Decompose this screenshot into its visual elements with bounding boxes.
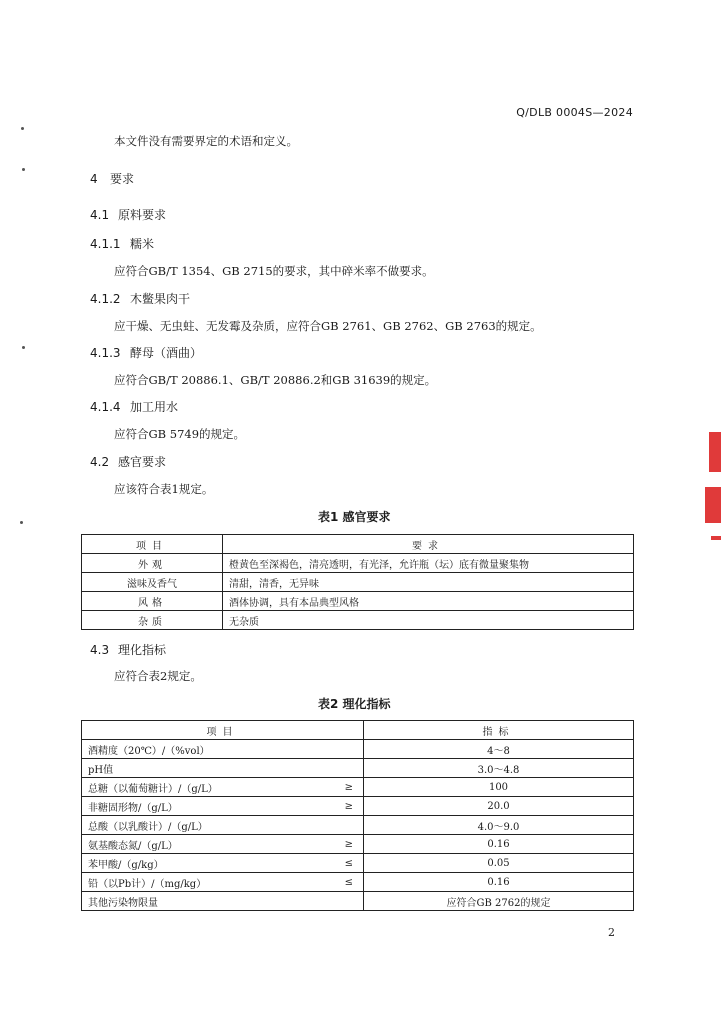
value-cell: 0.05	[364, 854, 634, 873]
table-row	[82, 592, 634, 611]
requirement-cell: 无杂质	[223, 611, 634, 630]
sensory-requirements-table	[81, 534, 634, 630]
standard-number: Q/DLB 0004S—2024	[516, 106, 633, 119]
table-row	[82, 554, 634, 573]
section-number: 4.1.4	[90, 400, 121, 414]
section-4-1-4-heading	[90, 398, 178, 415]
requirement-cell: 清甜，清香，无异味	[223, 573, 634, 592]
section-title: 感官要求	[118, 455, 167, 469]
item-cell: 苯甲酸/（g/kg）	[82, 854, 335, 873]
table2-caption: 表2 理化指标	[318, 697, 391, 711]
section-title: 理化指标	[118, 643, 167, 657]
section-number: 4.1.3	[90, 346, 121, 360]
table-row	[82, 816, 634, 835]
item-cell: 外观	[82, 554, 223, 573]
limit-symbol-cell: ≤	[335, 854, 364, 873]
value-cell: 100	[364, 778, 634, 797]
item-cell: 滋味及香气	[82, 573, 223, 592]
table-header-cell: 要求	[223, 535, 634, 554]
section-number: 4.1	[90, 208, 110, 222]
table-row	[82, 759, 634, 778]
section-title: 糯米	[130, 237, 155, 251]
table-row	[82, 740, 634, 759]
section-title: 要求	[110, 172, 135, 186]
table-row	[82, 778, 634, 797]
value-cell: 0.16	[364, 873, 634, 892]
item-cell: 非糖固形物/（g/L）	[82, 797, 335, 816]
limit-symbol-cell	[335, 759, 364, 778]
item-cell: 风格	[82, 592, 223, 611]
section-title: 木鳖果肉干	[130, 292, 191, 306]
table-row	[82, 797, 634, 816]
item-cell: 杂质	[82, 611, 223, 630]
item-cell: 其他污染物限量	[82, 892, 335, 911]
scan-speck	[22, 168, 25, 171]
requirement-cell: 橙黄色至深褐色，清亮透明，有光泽，允许瓶（坛）底有微量聚集物	[223, 554, 634, 573]
item-cell: 铅（以Pb计）/（mg/kg）	[82, 873, 335, 892]
table-row	[82, 892, 634, 911]
section-4-1-1-text: 应符合GB/T 1354、GB 2715的要求，其中碎米率不做要求。	[114, 264, 434, 278]
section-4-1-2-heading	[90, 290, 190, 307]
section-title: 原料要求	[118, 208, 167, 222]
red-seal-fragment	[709, 432, 721, 472]
table-row	[82, 573, 634, 592]
table-header-cell: 指标	[364, 721, 634, 740]
section-4-1-4-text: 应符合GB 5749的规定。	[114, 427, 246, 441]
table-row	[82, 854, 634, 873]
physicochemical-indicators-table	[81, 720, 634, 911]
value-cell: 应符合GB 2762的规定	[364, 892, 634, 911]
scan-speck	[21, 127, 24, 130]
scan-speck	[20, 521, 23, 524]
limit-symbol-cell: ≥	[335, 835, 364, 854]
item-cell: 酒精度（20℃）/（%vol）	[82, 740, 335, 759]
value-cell: 20.0	[364, 797, 634, 816]
table-row	[82, 835, 634, 854]
limit-symbol-cell	[335, 740, 364, 759]
red-seal-fragment	[711, 536, 721, 540]
section-4-1-2-text: 应干燥、无虫蛀、无发霉及杂质，应符合GB 2761、GB 2762、GB 2763的规定。	[114, 319, 542, 333]
limit-symbol-cell: ≤	[335, 873, 364, 892]
red-seal-fragment	[705, 487, 721, 523]
section-4-1-3-text: 应符合GB/T 20886.1、GB/T 20886.2和GB 31639的规定。	[114, 373, 437, 387]
section-4-3-heading	[90, 641, 166, 658]
item-cell: 总酸（以乳酸计）/（g/L）	[82, 816, 335, 835]
section-4-2-text: 应该符合表1规定。	[114, 482, 214, 496]
limit-symbol-cell: ≥	[335, 797, 364, 816]
section-4-3-text: 应符合表2规定。	[114, 669, 202, 683]
section-number: 4	[90, 172, 98, 186]
table-header-row	[82, 721, 634, 740]
limit-symbol-cell	[335, 816, 364, 835]
value-cell: 4～8	[364, 740, 634, 759]
section-number: 4.3	[90, 643, 110, 657]
requirement-cell: 酒体协调，具有本品典型风格	[223, 592, 634, 611]
scan-speck	[22, 346, 25, 349]
item-cell: pH值	[82, 759, 335, 778]
item-cell: 总糖（以葡萄糖计）/（g/L）	[82, 778, 335, 797]
table-row	[82, 873, 634, 892]
value-cell: 0.16	[364, 835, 634, 854]
intro-text: 本文件没有需要界定的术语和定义。	[114, 134, 298, 148]
table-header-cell: 项目	[82, 535, 223, 554]
section-4-1-3-heading	[90, 344, 202, 361]
table-row	[82, 611, 634, 630]
limit-symbol-cell: ≥	[335, 778, 364, 797]
value-cell: 3.0～4.8	[364, 759, 634, 778]
section-4-1-heading	[90, 206, 166, 223]
section-title: 酵母（酒曲）	[130, 346, 203, 360]
section-number: 4.1.1	[90, 237, 121, 251]
value-cell: 4.0～9.0	[364, 816, 634, 835]
table1-caption: 表1 感官要求	[318, 510, 391, 524]
section-title: 加工用水	[130, 400, 179, 414]
item-cell: 氨基酸态氮/（g/L）	[82, 835, 335, 854]
section-4-2-heading	[90, 453, 166, 470]
section-4-heading	[90, 170, 134, 187]
section-4-1-1-heading	[90, 235, 154, 252]
page-number: 2	[608, 926, 615, 939]
table-header-row	[82, 535, 634, 554]
limit-symbol-cell	[335, 892, 364, 911]
section-number: 4.2	[90, 455, 110, 469]
section-number: 4.1.2	[90, 292, 121, 306]
table-header-cell: 项目	[82, 721, 364, 740]
